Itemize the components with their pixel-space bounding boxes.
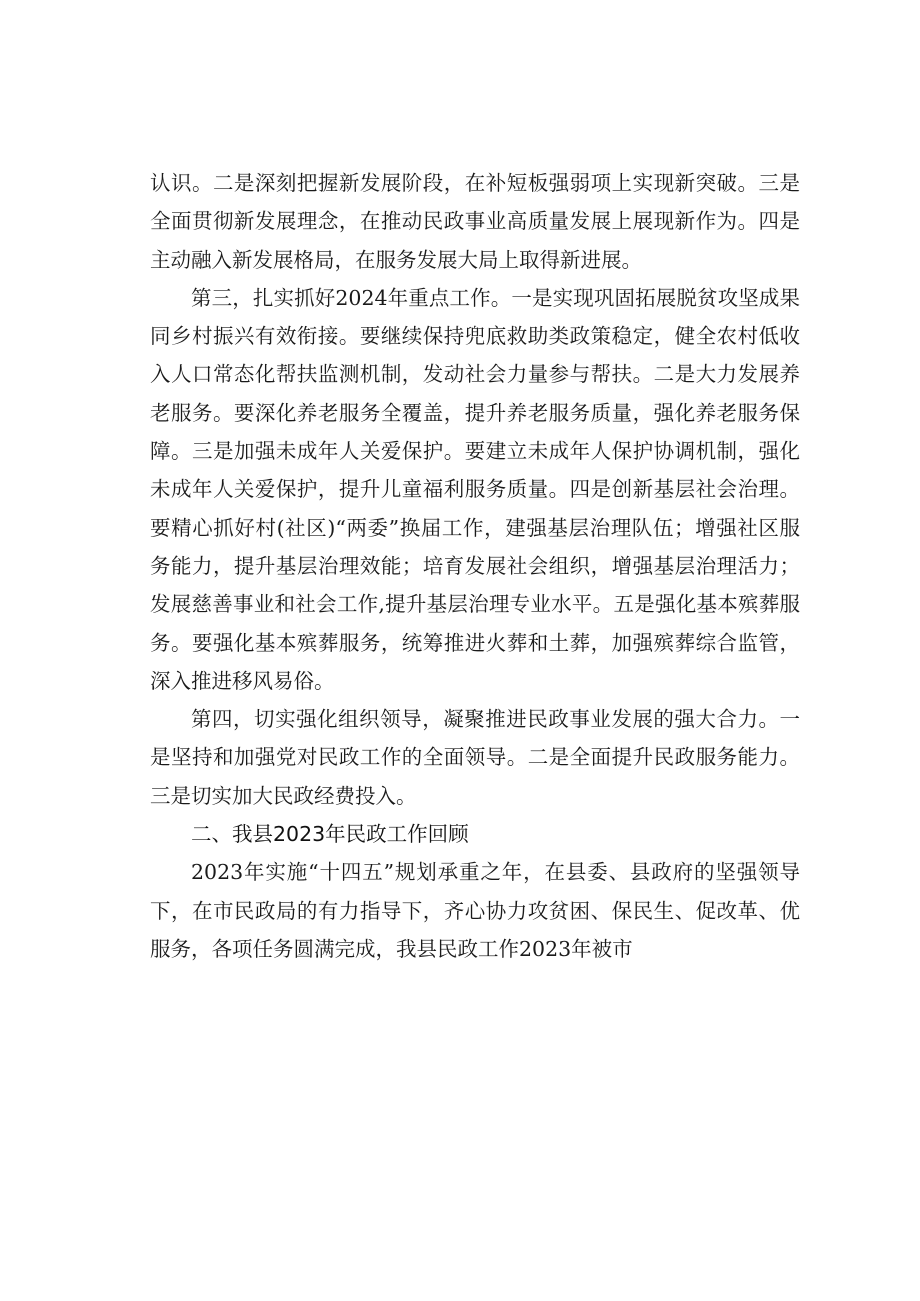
paragraph-third-key-work: 第三，扎实抓好2024年重点工作。一是实现巩固拓展脱贫攻坚成果同乡村振兴有效衔接。要继续保持兜底救助类政策稳定，健全农村低收入人口常态化帮扶监测机制，发动社会力量参与帮扶。二是大力发展养老服务。要深化养老服务全覆盖，提升养老服务质量，强化养老服务保障。三是加强未成年人关爱保护。要建立未成年人保护协调机制，强化未成年人关爱保护，提升儿童福利服务质量。四是创新基层社会治理。要精心抓好村(社区)“两委”换届工作，建强基层治理队伍；增强社区服务能力，提升基层治理效能；培育发展社会组织，增强基层治理活力；发展慈善事业和社会工作,提升基层治理专业水平。五是强化基本殡葬服务。要强化基本殡葬服务，统筹推进火葬和土葬，加强殡葬综合监管，深入推进移风易俗。: [150, 285, 800, 693]
section-heading: 二、我县2023年民政工作回顾: [191, 822, 469, 847]
paragraph-2023-review: 2023年实施“十四五”规划承重之年，在县委、县政府的坚强领导下，在市民政局的有力指导下，齐心协力攻贫困、保民生、促改革、优服务，各项任务圆满完成，我县民政工作2023年被市: [150, 860, 800, 961]
paragraph-fourth-organization: 第四，切实强化组织领导，凝聚推进民政事业发展的强大合力。一是坚持和加强党对民政工作的全面领导。二是全面提升民政服务能力。三是切实加大民政经费投入。: [150, 707, 800, 808]
document-body: [150, 164, 800, 968]
paragraph-continuation: 认识。二是深刻把握新发展阶段，在补短板强弱项上实现新突破。三是全面贯彻新发展理念，在推动民政事业高质量发展上展现新作为。四是主动融入新发展格局，在服务发展大局上取得新进展。: [150, 171, 800, 272]
